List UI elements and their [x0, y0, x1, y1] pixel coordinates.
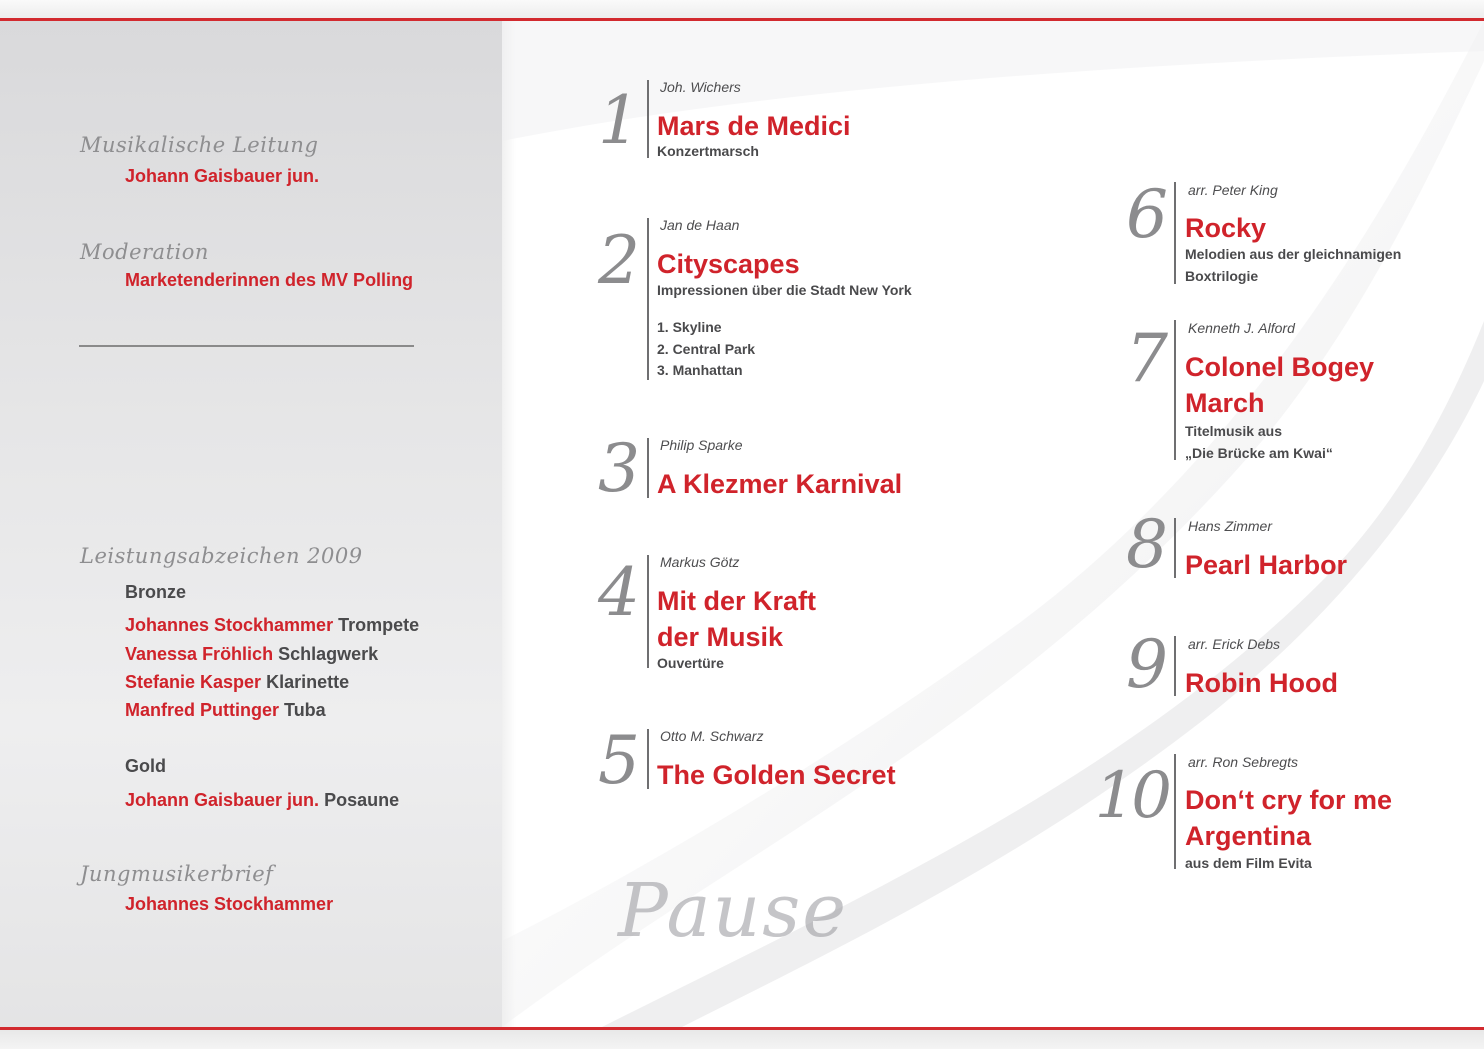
piece-title: Colonel Bogey	[1185, 352, 1375, 382]
awardee-name: Johannes Stockhammer	[125, 615, 334, 635]
item-bar	[1174, 518, 1176, 578]
piece-title-line2: March	[1185, 388, 1265, 418]
composer: arr. Peter King	[1188, 182, 1278, 198]
jungmusikerbrief-label: Jungmusikerbrief	[80, 862, 274, 886]
musikalische-leitung-label: Musikalische Leitung	[80, 133, 319, 157]
piece-title: Mars de Medici	[657, 111, 851, 141]
piece-title: Mit der Kraft	[657, 586, 817, 616]
program-number: 7	[1126, 320, 1168, 397]
program-number: 2	[598, 222, 640, 299]
bronze-entry	[125, 700, 326, 721]
piece-subtitle: Ouvertüre	[657, 655, 724, 671]
piece-title-line2: der Musik	[657, 622, 784, 652]
program-number: 10	[1094, 759, 1168, 833]
piece-title: Don‘t cry for me	[1185, 785, 1393, 815]
awardee-name: Johann Gaisbauer jun.	[125, 790, 320, 810]
pause-label: Pause	[618, 868, 849, 954]
piece-title: Robin Hood	[1185, 668, 1338, 698]
awardee-name: Stefanie Kasper	[125, 672, 262, 692]
bronze-entry	[125, 672, 349, 693]
piece-subtitle: aus dem Film Evita	[1185, 855, 1312, 871]
jungmusikerbrief-name: Johannes Stockhammer	[125, 894, 334, 914]
awardee-name: Manfred Puttinger	[125, 700, 280, 720]
piece-part: 3. Manhattan	[657, 362, 743, 378]
piece-title: Cityscapes	[657, 249, 800, 279]
piece-part: 1. Skyline	[657, 319, 722, 335]
piece-subtitle: Melodien aus der gleichnamigen	[1185, 246, 1402, 262]
piece-title-line2: Argentina	[1185, 821, 1312, 851]
gold-entry	[125, 790, 399, 811]
piece-title: A Klezmer Karnival	[657, 469, 903, 499]
composer: Joh. Wichers	[660, 79, 741, 95]
gold-label: Gold	[125, 756, 166, 776]
piece-subtitle-line2: Boxtrilogie	[1185, 268, 1259, 284]
awardee-instrument: Posaune	[324, 790, 400, 810]
awardee-name: Vanessa Fröhlich	[125, 644, 274, 664]
awardee-instrument: Schlagwerk	[278, 644, 379, 664]
awardee-instrument: Trompete	[338, 615, 420, 635]
composer: Otto M. Schwarz	[660, 728, 764, 744]
piece-title: The Golden Secret	[657, 760, 896, 790]
piece-subtitle-line2: „Die Brücke am Kwai“	[1185, 445, 1333, 461]
program-number: 5	[598, 722, 640, 799]
item-bar	[1174, 320, 1176, 460]
program-number: 4	[598, 554, 640, 631]
leistungsabzeichen-label: Leistungsabzeichen 2009	[80, 544, 363, 568]
piece-subtitle: Konzertmarsch	[657, 143, 759, 159]
item-bar	[1174, 754, 1176, 869]
top-band	[0, 0, 1484, 20]
moderation-label: Moderation	[80, 240, 209, 264]
composer: Markus Götz	[660, 554, 740, 570]
composer: arr. Ron Sebregts	[1188, 754, 1298, 770]
item-bar	[1174, 636, 1176, 696]
bottom-band	[0, 1030, 1484, 1049]
item-bar	[1174, 182, 1176, 284]
composer: Hans Zimmer	[1188, 518, 1273, 534]
awardee-instrument: Tuba	[284, 700, 326, 720]
program-number: 8	[1126, 506, 1168, 583]
composer: Jan de Haan	[660, 217, 740, 233]
item-bar	[647, 729, 649, 789]
moderation-name: Marketenderinnen des MV Polling	[125, 270, 414, 290]
conductor-name: Johann Gaisbauer jun.	[125, 166, 320, 186]
program-number: 1	[598, 82, 640, 159]
bronze-entry	[125, 644, 378, 665]
piece-subtitle: Impressionen über die Stadt New York	[657, 282, 912, 298]
program-number: 3	[598, 430, 640, 507]
program-number: 9	[1126, 626, 1168, 703]
piece-part: 2. Central Park	[657, 341, 756, 357]
bronze-label: Bronze	[125, 582, 187, 602]
item-bar	[647, 80, 649, 158]
left-divider	[79, 345, 414, 347]
item-bar	[647, 438, 649, 498]
item-bar	[647, 555, 649, 668]
composer: Philip Sparke	[660, 437, 743, 453]
piece-title: Pearl Harbor	[1185, 550, 1348, 580]
item-bar	[647, 218, 649, 380]
composer: arr. Erick Debs	[1188, 636, 1281, 652]
bronze-entry	[125, 615, 419, 636]
program-number: 6	[1126, 176, 1168, 253]
composer: Kenneth J. Alford	[1188, 320, 1295, 336]
piece-subtitle: Titelmusik aus	[1185, 423, 1283, 439]
awardee-instrument: Klarinette	[266, 672, 350, 692]
piece-title: Rocky	[1185, 213, 1267, 243]
